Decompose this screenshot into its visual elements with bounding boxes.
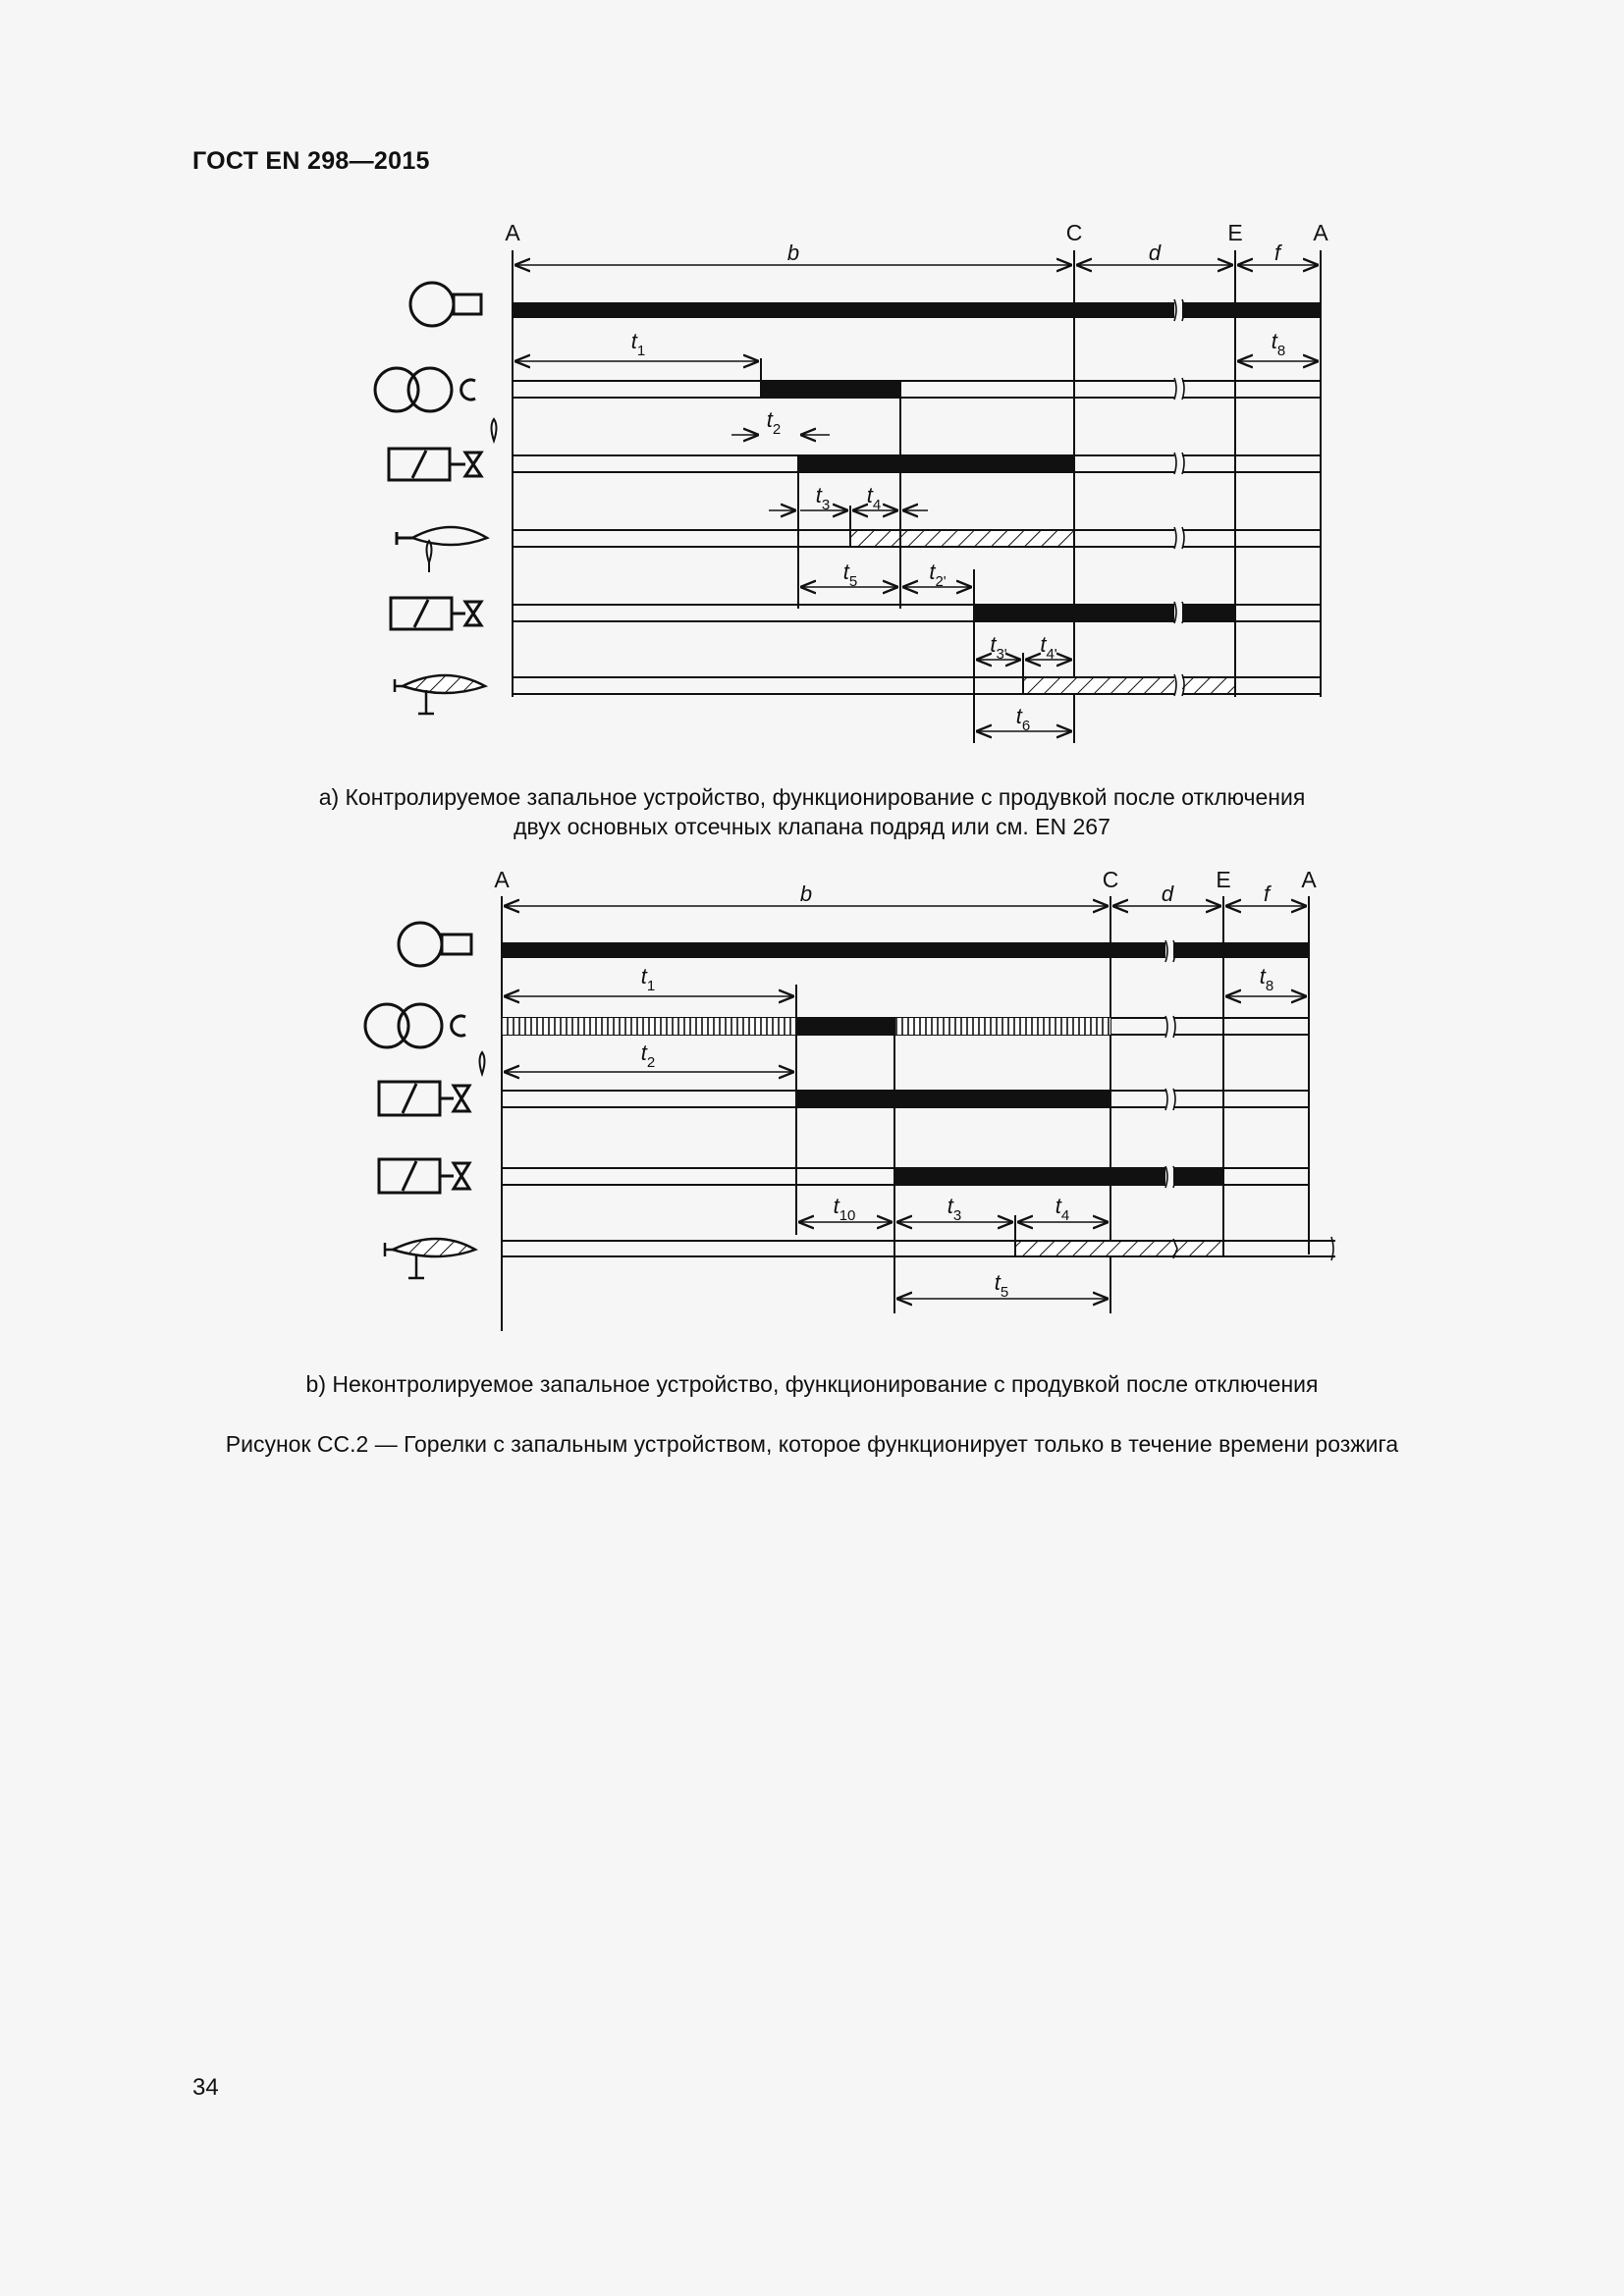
time-label: $t_{3'}$ — [990, 632, 1007, 663]
segment-label: b — [786, 240, 800, 265]
segment-label: d — [1161, 881, 1174, 906]
time-label: $t_8$ — [1271, 329, 1286, 359]
point-label: C — [1102, 867, 1119, 892]
time-label: $t_2$ — [640, 1041, 656, 1071]
fan-icon — [399, 923, 471, 966]
row-main-flame — [513, 677, 1321, 694]
document-header: ГОСТ EN 298—2015 — [192, 147, 430, 175]
main-valve-icon — [391, 598, 481, 629]
main-flame-icon — [385, 1239, 475, 1278]
time-label: $t_3$ — [815, 483, 831, 513]
ignition-transformer-icon — [375, 368, 475, 411]
figure-title: Рисунок СС.2 — Горелки с запальным устройством, которое функционирует только в течение времени розжига — [225, 1431, 1399, 1457]
phase-point-labels — [505, 221, 1328, 245]
row-pilot-flame — [513, 530, 1321, 547]
time-label: $t_{10}$ — [833, 1194, 856, 1224]
time-label: $t_5$ — [994, 1270, 1009, 1301]
ignition-transformer-icon — [365, 1004, 465, 1047]
phase-lines — [502, 896, 1309, 1331]
segment-label: d — [1148, 240, 1162, 265]
time-markers — [761, 358, 1023, 743]
break-marks — [1165, 938, 1177, 1258]
point-label: A — [1301, 867, 1317, 892]
row-main-valve — [513, 605, 1321, 621]
caption-a-line1: a) Контролируемое запальное устройство, функционирование с продувкой после отключения — [318, 784, 1306, 810]
row-ignition — [513, 381, 1321, 398]
time-label: $t_4$ — [866, 483, 882, 513]
row-pilot-valve — [513, 455, 1321, 472]
timing-diagram-a — [0, 221, 1624, 746]
phase-lines — [513, 250, 1321, 743]
main-valve-icon — [379, 1159, 469, 1193]
row-ignition — [502, 1018, 1309, 1035]
break-marks — [1174, 297, 1184, 700]
time-label: $t_4$ — [1055, 1194, 1070, 1224]
point-label: A — [494, 867, 510, 892]
segment-label: b — [799, 881, 813, 906]
row-fan — [513, 302, 1321, 318]
phase-point-labels — [494, 867, 1317, 892]
point-label: E — [1216, 867, 1231, 892]
time-label: $t_1$ — [630, 329, 646, 359]
time-label: $t_{4'}$ — [1040, 632, 1057, 663]
main-flame-icon — [395, 675, 485, 714]
row-main-flame — [502, 1237, 1335, 1260]
pilot-valve-icon — [379, 1052, 485, 1115]
segment-label: f — [1273, 240, 1281, 265]
time-label: $t_1$ — [640, 964, 656, 994]
caption-a-line2: двух основных отсечных клапана подряд или см. EN 267 — [514, 814, 1110, 839]
page-number: 34 — [192, 2074, 219, 2101]
row-main-valve — [502, 1168, 1309, 1185]
time-label: $t_{2'}$ — [929, 560, 947, 590]
row-fan — [502, 942, 1309, 958]
pilot-valve-icon — [389, 419, 497, 480]
time-label: $t_8$ — [1259, 964, 1274, 994]
time-label: $t_6$ — [1015, 704, 1031, 734]
time-label: $t_2$ — [766, 407, 782, 438]
point-label: A — [1313, 221, 1328, 245]
point-label: C — [1065, 221, 1083, 245]
pilot-flame-icon — [397, 527, 487, 572]
segment-label: f — [1263, 881, 1271, 906]
timing-diagram-b — [0, 862, 1624, 1338]
row-pilot-valve — [502, 1091, 1309, 1107]
time-label: $t_5$ — [842, 560, 858, 590]
time-label: $t_3$ — [947, 1194, 962, 1224]
point-label: E — [1227, 221, 1243, 245]
caption-b: b) Неконтролируемое запальное устройство, функционирование с продувкой после отключения — [305, 1371, 1319, 1397]
fan-icon — [410, 283, 481, 326]
point-label: A — [505, 221, 520, 245]
